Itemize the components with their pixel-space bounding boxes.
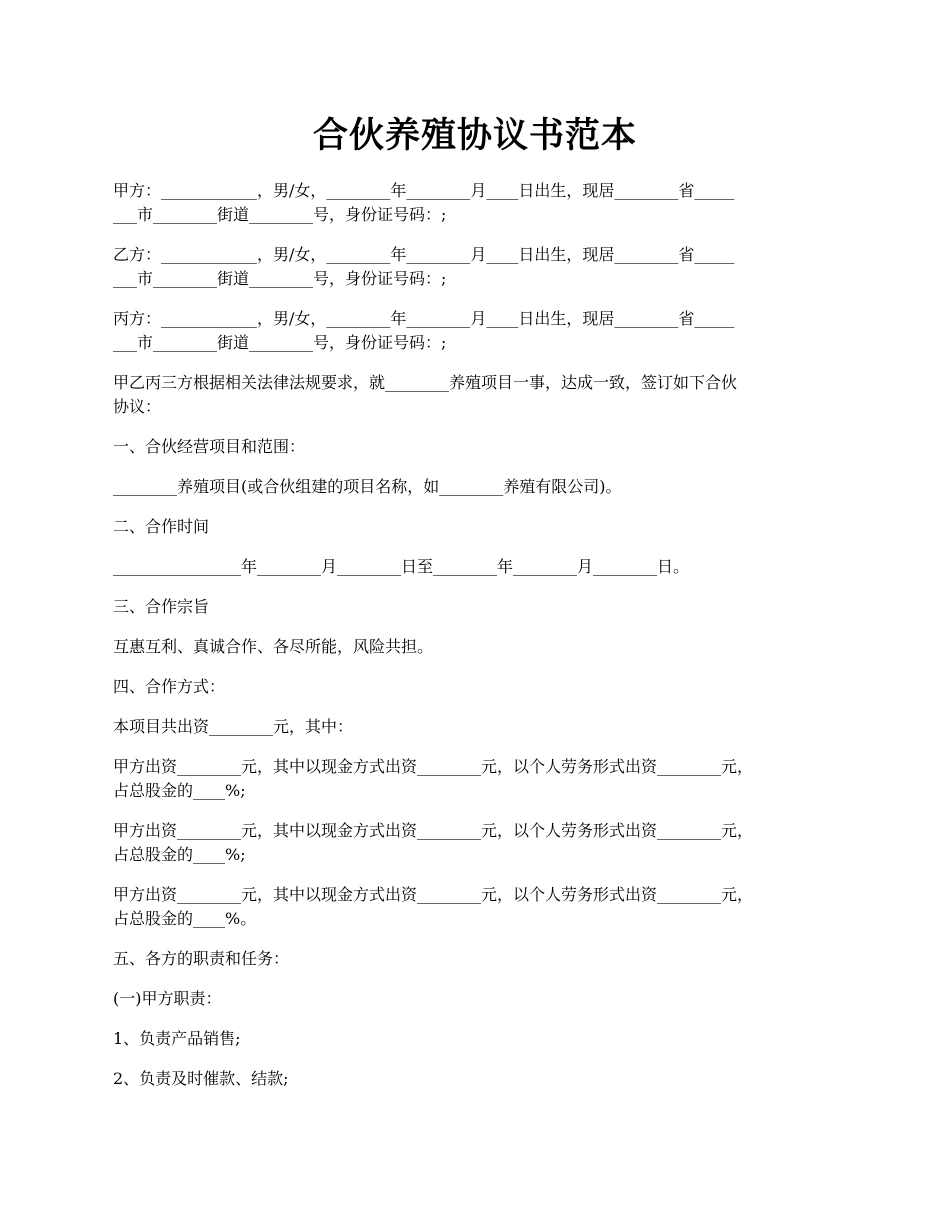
investment-line-2b: 占总股金的____%; [113,845,246,864]
document-title: 合伙养殖协议书范本 [312,115,637,156]
party-c-line-1: 丙方：____________，男/女，________年________月____日出生，现居________省_____ [113,309,735,328]
party-c-line-2: ___市________街道________号，身份证号码：; [113,333,447,352]
investment-line-3a: 甲方出资________元，其中以现金方式出资________元，以个人劳务形式出资________元， [113,885,754,904]
party-a-line-1: 甲方：____________，男/女，________年________月____日出生，现居________省_____ [113,181,735,200]
investment-line-3b: 占总股金的____%。 [113,909,257,928]
section-heading-4: 四、合作方式： [113,677,226,696]
total-investment-text: 本项目共出资________元，其中： [113,717,354,736]
section-heading-3: 三、合作宗旨 [113,597,210,616]
investment-line-2a: 甲方出资________元，其中以现金方式出资________元，以个人劳务形式出资________元， [113,821,754,840]
section-heading-2: 二、合作时间 [113,517,210,536]
cooperation-purpose-text: 互惠互利、真诚合作、各尽所能，风险共担。 [113,637,434,656]
section-heading-5: 五、各方的职责和任务： [113,949,290,968]
investment-line-1b: 占总股金的____%; [113,781,246,800]
duty-item-2: 2、负责及时催款、结款; [113,1069,289,1088]
agreement-intro-line-2: 协议： [113,397,162,416]
party-a-line-2: ___市________街道________号，身份证号码：; [113,205,447,224]
subsection-heading-party-a: (一)甲方职责： [113,989,222,1008]
investment-line-1a: 甲方出资________元，其中以现金方式出资________元，以个人劳务形式出资________元， [113,757,754,776]
section-heading-1: 一、合伙经营项目和范围： [113,437,306,456]
cooperation-period-text: ________________年________月________日至________年________月________日。 [113,557,690,576]
party-b-line-1: 乙方：____________，男/女，________年________月____日出生，现居________省_____ [113,245,735,264]
agreement-intro-line-1: 甲乙丙三方根据相关法律法规要求，就________养殖项目一事，达成一致，签订如下合伙 [113,373,738,392]
project-scope-text: ________养殖项目(或合伙组建的项目名称，如________养殖有限公司)。 [113,477,622,496]
duty-item-1: 1、负责产品销售; [113,1029,241,1048]
document-body [113,179,853,1091]
party-b-line-2: ___市________街道________号，身份证号码：; [113,269,447,288]
